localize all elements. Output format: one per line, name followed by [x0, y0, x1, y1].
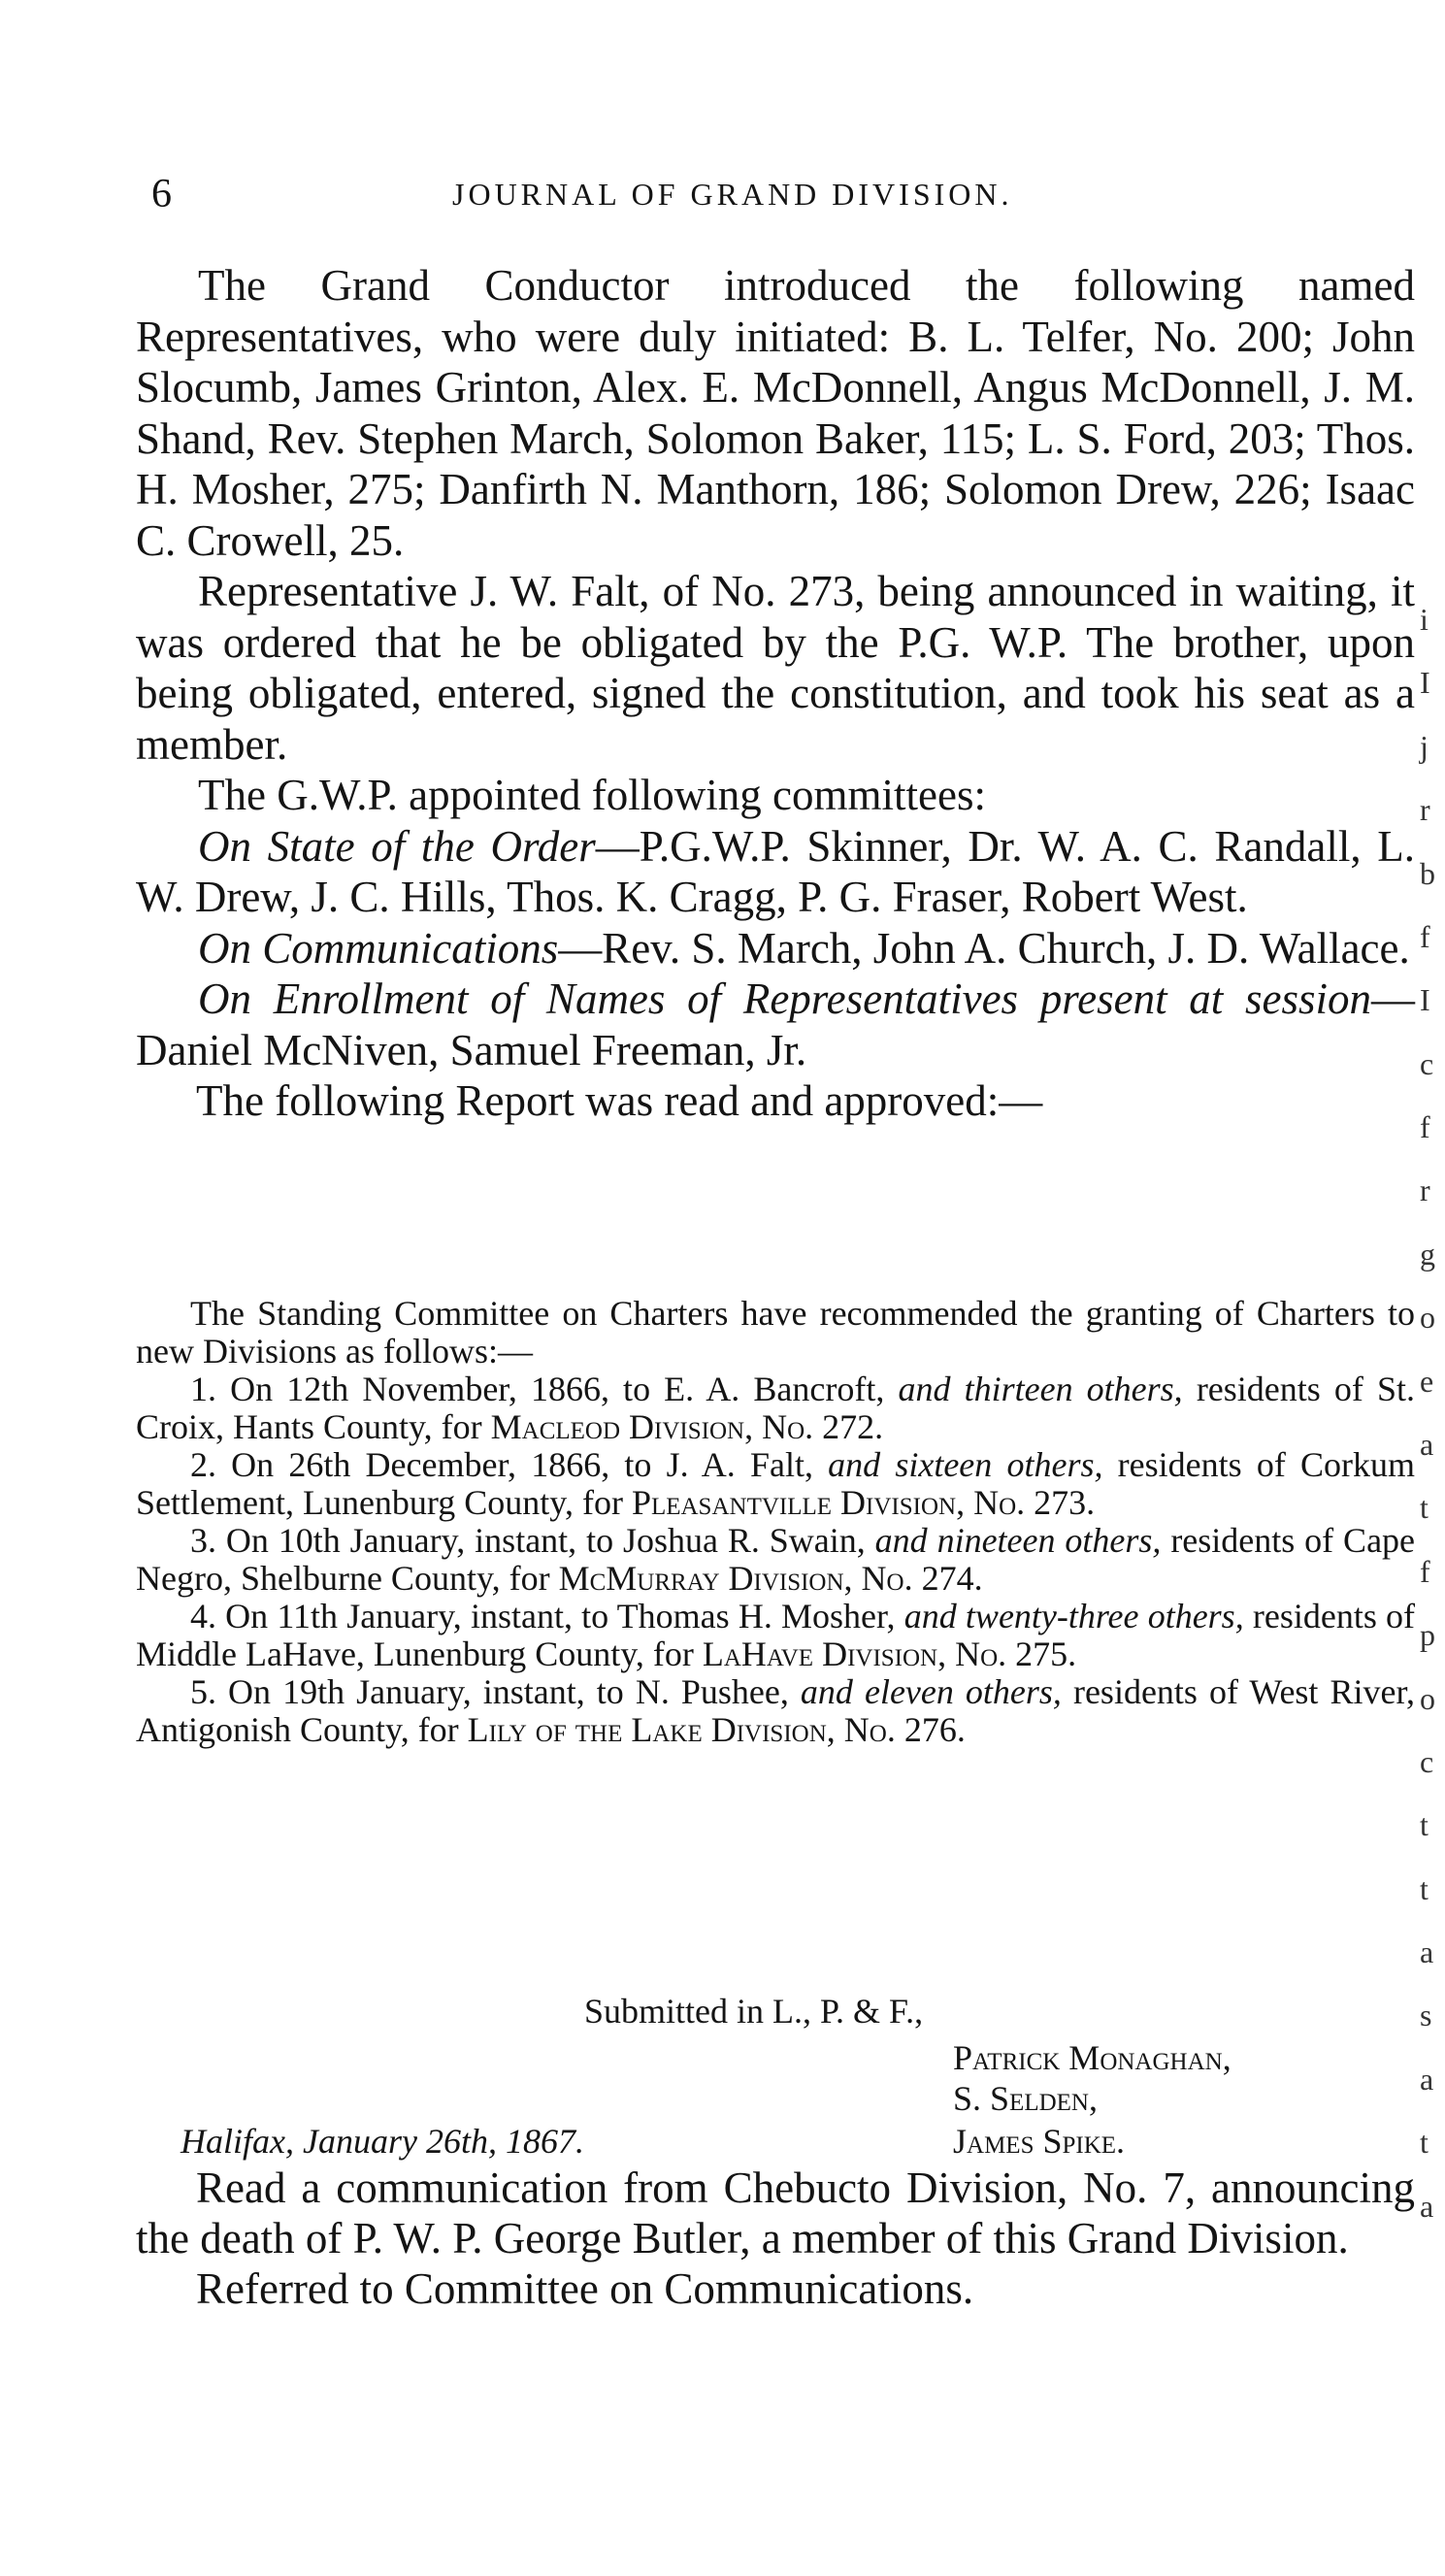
charter-item: 5. On 19th January, instant, to N. Pushee, and eleven others, residents of West River, Antigonish County, for Lily of the Lake Division, No. 276. — [136, 1672, 1416, 1749]
committee-label: On Enrollment of Names of Representatives present at session — [198, 974, 1371, 1023]
bleed-char: p — [1420, 1617, 1435, 1652]
paragraph-referral: Referred to Committee on Communications. — [196, 2264, 974, 2313]
bleed-char: o — [1420, 1681, 1435, 1716]
committee-label: On Communications — [198, 923, 559, 973]
paragraph-obligation: Representative J. W. Falt, of No. 273, being announced in waiting, it was ordered that he be obligated by the P.G. W.P. The brother, upon being obligated, entered, signed the constitution, and took his seat as a member. — [136, 567, 1415, 769]
signer-name: James Spike. — [953, 2122, 1126, 2161]
committee-state-of-order — [136, 821, 1415, 923]
bleed-char: c — [1420, 1046, 1434, 1081]
submitted-line: Submitted in L., P. & F., — [584, 1992, 924, 2031]
page-header — [151, 165, 1413, 223]
division-name: LaHave Division, No. 275. — [702, 1635, 1077, 1673]
bleed-char: o — [1420, 1300, 1435, 1335]
bleed-char: r — [1420, 792, 1430, 827]
charter-item: 1. On 12th November, 1866, to E. A. Bancroft, and thirteen others, residents of St. Croix, Hants County, for Macleod Division, No. 272. — [136, 1370, 1416, 1446]
paragraph-death-notice: Read a communication from Chebucto Division, No. 7, announcing the death of P. W. P. George Butler, a member of this Grand Division. — [136, 2163, 1415, 2262]
bleed-char: a — [1420, 2189, 1434, 2224]
signer-name: Patrick Monaghan, — [953, 2038, 1232, 2077]
committee-members: —Rev. S. March, John A. Church, J. D. Wallace. — [558, 923, 1410, 973]
committee-communications — [136, 923, 1415, 974]
running-title: JOURNAL OF GRAND DIVISION. — [452, 177, 1013, 212]
charter-item: 2. On 26th December, 1866, to J. A. Falt, and sixteen others, residents of Corkum Settlement, Lunenburg County, for Pleasantville Division, No. 273. — [136, 1445, 1415, 1522]
charters-report — [136, 1295, 1415, 1749]
bleed-char: c — [1420, 1744, 1434, 1779]
bleed-char: t — [1420, 2125, 1429, 2160]
division-name: Pleasantville Division, No. 273. — [631, 1483, 1096, 1522]
committee-members: —Daniel McNiven, Samuel Freeman, Jr. — [136, 974, 1415, 1074]
bleed-char: f — [1420, 1109, 1430, 1144]
bleed-char: a — [1420, 2062, 1434, 2097]
report-signature-block — [136, 1986, 1415, 2161]
division-name: Macleod Division, No. 272. — [490, 1407, 884, 1446]
page-number: 6 — [151, 172, 172, 216]
facing-page-bleed — [1416, 602, 1441, 2310]
dateline: Halifax, January 26th, 1867. — [181, 2122, 584, 2161]
bleed-char: f — [1420, 919, 1430, 954]
bleed-char: r — [1420, 1172, 1430, 1207]
closing-minutes — [136, 2163, 1415, 2314]
bleed-char: g — [1420, 1237, 1435, 1271]
bleed-char: s — [1420, 1998, 1432, 2032]
bleed-char: I — [1420, 665, 1430, 700]
bleed-char: t — [1420, 1871, 1429, 1906]
bleed-char: j — [1420, 729, 1429, 764]
bleed-char: f — [1420, 1554, 1430, 1589]
bleed-char: t — [1420, 1807, 1429, 1842]
minutes-body — [136, 260, 1415, 1127]
report-intro: The Standing Committee on Charters have recommended the granting of Charters to new Divisions as follows:— — [136, 1294, 1415, 1371]
bleed-char: b — [1420, 856, 1435, 891]
charter-item: 3. On 10th January, instant, to Joshua R. Swain, and nineteen others, residents of Cape Negro, Shelburne County, for McMurray Division, No. 274. — [136, 1521, 1416, 1598]
division-name: McMurray Division, No. 274. — [558, 1559, 983, 1598]
charter-item: 4. On 11th January, instant, to Thomas H. Mosher, and twenty-three others, residents of Middle LaHave, Lunenburg County, for LaHave Division, No. 275. — [136, 1597, 1416, 1673]
division-name: Lily of the Lake Division, No. 276. — [467, 1710, 966, 1749]
signer-name: S. Selden, — [953, 2079, 1098, 2118]
bleed-char: e — [1420, 1364, 1434, 1399]
bleed-char: i — [1420, 602, 1429, 637]
bleed-char: I — [1420, 982, 1430, 1017]
paragraph-report-read: The following Report was read and approved:— — [196, 1076, 1043, 1125]
paragraph-committees: The G.W.P. appointed following committees: — [198, 771, 986, 819]
committee-members: —P.G.W.P. Skinner, Dr. W. A. C. Randall, L. W. Drew, J. C. Hills, Thos. K. Cragg, P. G. Fraser, Robert West. — [136, 821, 1416, 921]
committee-label: On State of the Order — [198, 821, 596, 871]
bleed-char: a — [1420, 1934, 1434, 1969]
paragraph-initiation: The Grand Conductor introduced the following named Representatives, who were duly initiated: B. L. Telfer, No. 200; John Slocumb, James Grinton, Alex. E. McDonnell, Angus McDonnell, J. M. Shand, Rev. Stephen March, Solomon Baker, 115; L. S. Ford, 203; Thos. H. Mosher, 275; Danfirth N. Manthorn, 186; Solomon Drew, 226; Isaac C. Crowell, 25. — [136, 261, 1415, 565]
bleed-char: t — [1420, 1490, 1429, 1525]
bleed-char: a — [1420, 1427, 1434, 1462]
committee-enrollment — [136, 974, 1415, 1075]
